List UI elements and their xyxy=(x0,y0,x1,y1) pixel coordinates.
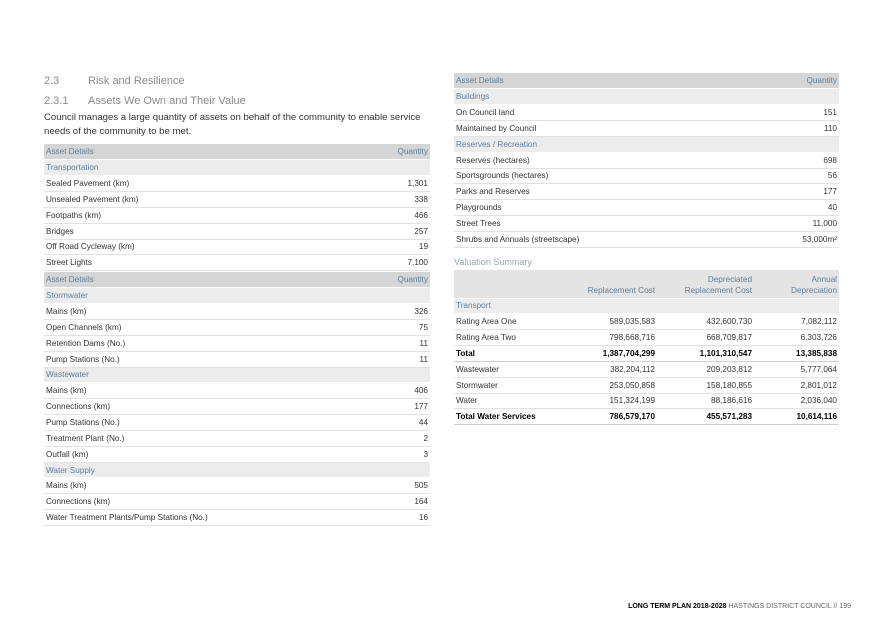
row-quantity: 75 xyxy=(363,320,430,336)
row-quantity: 1,301 xyxy=(328,176,430,192)
column-header-asset-details: Asset Details xyxy=(454,73,749,89)
column-header-asset-details: Asset Details xyxy=(44,144,328,160)
column-header-annual-depreciation xyxy=(754,270,839,298)
row-label: Mains (km) xyxy=(44,478,363,494)
depreciated-cost: 432,600,730 xyxy=(657,314,754,330)
table-row xyxy=(44,415,430,431)
row-label: Street Trees xyxy=(454,216,749,232)
depreciated-cost: 209,203,812 xyxy=(657,361,754,377)
footer-council-name: HASTINGS DISTRICT COUNCIL xyxy=(728,603,832,610)
table-row xyxy=(454,231,839,247)
table-row xyxy=(44,399,430,415)
row-label: Bridges xyxy=(44,223,328,239)
row-label: Connections (km) xyxy=(44,399,363,415)
page-footer xyxy=(628,603,851,610)
table-row xyxy=(454,152,839,168)
column-header-quantity: Quantity xyxy=(328,144,430,160)
table-header-row xyxy=(454,270,839,298)
table-row xyxy=(44,478,430,494)
replacement-cost: 151,324,199 xyxy=(564,393,657,409)
row-quantity: 326 xyxy=(363,304,430,320)
row-quantity: 56 xyxy=(749,168,839,184)
table-header-row xyxy=(454,73,839,89)
row-label: Rating Area One xyxy=(454,314,564,330)
depreciated-cost: 158,180,855 xyxy=(657,377,754,393)
row-quantity: 44 xyxy=(363,415,430,431)
header-line: Annual xyxy=(811,274,837,284)
table-row xyxy=(44,446,430,462)
section-heading xyxy=(44,75,185,87)
row-quantity: 11 xyxy=(363,351,430,367)
row-quantity: 177 xyxy=(749,184,839,200)
table-row xyxy=(454,168,839,184)
table-row xyxy=(454,377,839,393)
row-label: Outfall (km) xyxy=(44,446,363,462)
total-row xyxy=(454,409,839,425)
row-quantity: 505 xyxy=(363,478,430,494)
row-label: Pump Stations (No.) xyxy=(44,415,363,431)
table-row xyxy=(44,430,430,446)
category-label: Reserves / Recreation xyxy=(454,136,839,152)
row-quantity: 7,100 xyxy=(328,255,430,271)
row-label: Parks and Reserves xyxy=(454,184,749,200)
table-row xyxy=(44,383,430,399)
subsection-number: 2.3.1 xyxy=(44,95,69,107)
table-row xyxy=(44,351,430,367)
category-label: Water Supply xyxy=(44,462,430,478)
row-label: Mains (km) xyxy=(44,304,363,320)
column-header-asset-details: Asset Details xyxy=(44,272,363,288)
depreciated-cost: 668,709,817 xyxy=(657,330,754,346)
replacement-cost: 589,035,583 xyxy=(564,314,657,330)
intro-paragraph: Council manages a large quantity of assets on behalf of the community to enable service needs of the community to be met. xyxy=(44,112,421,137)
row-label: Stormwater xyxy=(454,377,564,393)
row-quantity: 257 xyxy=(328,223,430,239)
replacement-cost: 253,050,858 xyxy=(564,377,657,393)
replacement-cost: 798,668,716 xyxy=(564,330,657,346)
replacement-cost: 786,579,170 xyxy=(564,409,657,425)
water-asset-table xyxy=(44,272,430,526)
row-label: Wastewater xyxy=(454,361,564,377)
category-label: Wastewater xyxy=(44,367,430,383)
replacement-cost: 382,204,112 xyxy=(564,361,657,377)
table-row xyxy=(454,184,839,200)
row-label: Retention Dams (No.) xyxy=(44,335,363,351)
table-row xyxy=(44,239,430,255)
row-label: Off Road Cycleway (km) xyxy=(44,239,328,255)
total-row xyxy=(454,346,839,362)
row-label: Shrubs and Annuals (streetscape) xyxy=(454,231,749,247)
table-row xyxy=(454,393,839,409)
row-quantity: 16 xyxy=(363,510,430,526)
subsection-title: Assets We Own and Their Value xyxy=(88,95,246,107)
table-row xyxy=(454,361,839,377)
row-quantity: 466 xyxy=(328,207,430,223)
row-label: Sportsgrounds (hectares) xyxy=(454,168,749,184)
row-quantity: 110 xyxy=(749,121,839,137)
row-label: Maintained by Council xyxy=(454,121,749,137)
table-row xyxy=(44,304,430,320)
annual-depreciation: 2,801,012 xyxy=(754,377,839,393)
row-label: Street Lights xyxy=(44,255,328,271)
row-label: Playgrounds xyxy=(454,200,749,216)
table-header-row xyxy=(44,272,430,288)
valuation-summary-table xyxy=(454,270,839,425)
row-label: Pump Stations (No.) xyxy=(44,351,363,367)
table-row xyxy=(454,216,839,232)
row-quantity: 177 xyxy=(363,399,430,415)
table-row xyxy=(44,223,430,239)
row-label: Sealed Pavement (km) xyxy=(44,176,328,192)
row-label: Reserves (hectares) xyxy=(454,152,749,168)
footer-page-number: // 199 xyxy=(833,603,851,610)
row-label: On Council land xyxy=(454,105,749,121)
category-row xyxy=(44,367,430,383)
annual-depreciation: 6,303,726 xyxy=(754,330,839,346)
depreciated-cost: 1,101,310,547 xyxy=(657,346,754,362)
row-quantity: 11,000 xyxy=(749,216,839,232)
header-line: Depreciated xyxy=(707,274,752,284)
table-row xyxy=(44,510,430,526)
transportation-asset-table xyxy=(44,144,430,271)
column-header-depreciated-replacement-cost xyxy=(657,270,754,298)
annual-depreciation: 2,036,040 xyxy=(754,393,839,409)
table-row xyxy=(44,320,430,336)
table-row xyxy=(44,255,430,271)
category-row xyxy=(44,462,430,478)
footer-plan-title: LONG TERM PLAN 2018-2028 xyxy=(628,603,727,610)
category-label: Transportation xyxy=(44,160,430,176)
category-label: Stormwater xyxy=(44,288,430,304)
row-label: Unsealed Pavement (km) xyxy=(44,192,328,208)
row-label: Total xyxy=(454,346,564,362)
column-header-replacement-cost: Replacement Cost xyxy=(564,270,657,298)
category-row xyxy=(44,160,430,176)
row-label: Water xyxy=(454,393,564,409)
row-label: Open Channels (km) xyxy=(44,320,363,336)
row-quantity: 406 xyxy=(363,383,430,399)
row-quantity: 19 xyxy=(328,239,430,255)
row-quantity: 53,000m² xyxy=(749,231,839,247)
column-header-quantity: Quantity xyxy=(749,73,839,89)
category-label: Transport xyxy=(454,298,839,314)
row-quantity: 3 xyxy=(363,446,430,462)
category-row xyxy=(454,298,839,314)
row-label: Mains (km) xyxy=(44,383,363,399)
annual-depreciation: 13,385,838 xyxy=(754,346,839,362)
table-row xyxy=(454,121,839,137)
row-label: Connections (km) xyxy=(44,494,363,510)
table-header-row xyxy=(44,144,430,160)
row-label: Water Treatment Plants/Pump Stations (No.) xyxy=(44,510,363,526)
buildings-reserves-table xyxy=(454,73,839,248)
row-quantity: 11 xyxy=(363,335,430,351)
row-label: Total Water Services xyxy=(454,409,564,425)
category-label: Buildings xyxy=(454,89,839,105)
row-quantity: 151 xyxy=(749,105,839,121)
row-quantity: 338 xyxy=(328,192,430,208)
column-header-quantity: Quantity xyxy=(363,272,430,288)
row-quantity: 698 xyxy=(749,152,839,168)
table-row xyxy=(44,335,430,351)
table-row xyxy=(454,200,839,216)
table-row xyxy=(44,207,430,223)
subsection-heading xyxy=(44,95,246,107)
replacement-cost: 1,387,704,299 xyxy=(564,346,657,362)
header-line: Depreciation xyxy=(791,285,837,295)
table-row xyxy=(454,314,839,330)
header-line: Replacement Cost xyxy=(684,285,752,295)
depreciated-cost: 455,571,283 xyxy=(657,409,754,425)
table-row xyxy=(44,494,430,510)
row-quantity: 40 xyxy=(749,200,839,216)
annual-depreciation: 5,777,064 xyxy=(754,361,839,377)
table-row xyxy=(44,176,430,192)
category-row xyxy=(454,89,839,105)
annual-depreciation: 10,614,116 xyxy=(754,409,839,425)
column-header-blank xyxy=(454,270,564,298)
row-label: Footpaths (km) xyxy=(44,207,328,223)
table-row xyxy=(454,330,839,346)
row-label: Treatment Plant (No.) xyxy=(44,430,363,446)
annual-depreciation: 7,082,112 xyxy=(754,314,839,330)
section-title: Risk and Resilience xyxy=(88,75,185,87)
row-quantity: 2 xyxy=(363,430,430,446)
valuation-summary-title: Valuation Summary xyxy=(454,257,532,267)
depreciated-cost: 88,186,616 xyxy=(657,393,754,409)
category-row xyxy=(454,136,839,152)
category-row xyxy=(44,288,430,304)
table-row xyxy=(454,105,839,121)
section-number: 2.3 xyxy=(44,75,60,87)
row-quantity: 164 xyxy=(363,494,430,510)
row-label: Rating Area Two xyxy=(454,330,564,346)
table-row xyxy=(44,192,430,208)
